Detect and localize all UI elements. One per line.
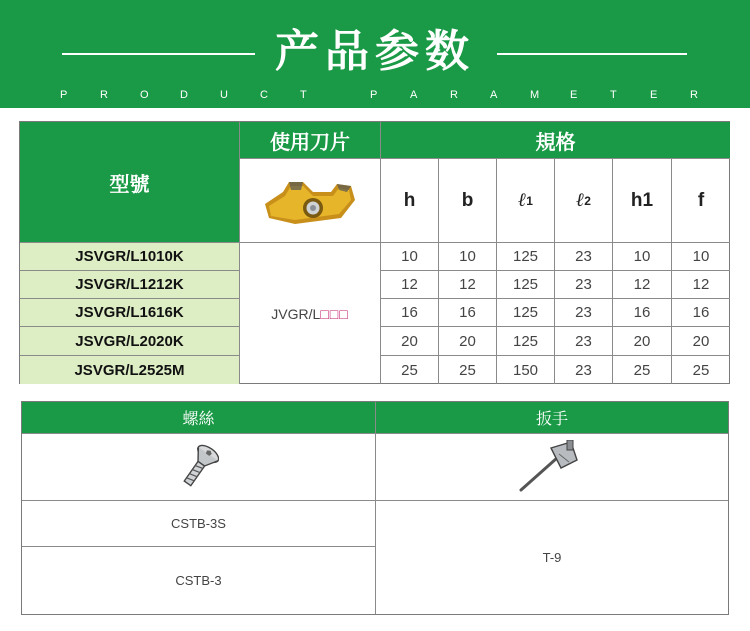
model-cell: JSVGR/L2525M [20,356,240,384]
subtitle-letter: U [220,89,228,101]
value-cell: 23 [555,271,613,299]
value-cell: 20 [381,327,439,356]
subtitle-letter: A [490,89,498,101]
model-cell: JSVGR/L2020K [20,327,240,356]
wrench-header: 扳手 [376,402,728,434]
value-cell: 25 [692,361,710,379]
model-header: 型號 [20,122,240,243]
wrench-model-cell: T-9 [542,550,562,565]
value-cell: 10 [381,243,439,271]
header-banner [0,0,750,108]
subtitle-letter: P [60,89,68,101]
value-cell: 23 [555,356,613,384]
page-title: 产品参数 [275,26,475,77]
value-cell: 23 [555,327,613,356]
subtitle-letter: T [300,89,307,101]
value-cell: 16 [613,299,672,327]
model-cell: JSVGR/L1010K [20,243,240,271]
col-header-h1: h1 [613,159,672,243]
insert-blade-icon [255,174,365,228]
blade-header: 使用刀片 [240,122,381,159]
accessories-table [21,401,729,615]
value-cell: 16 [381,299,439,327]
subtitle-letter: R [450,89,458,101]
subtitle-letter: M [530,89,540,101]
col-header-l1: ℓ 1 [497,159,555,243]
model-cell: JSVGR/L1616K [20,299,240,327]
value-cell: 20 [672,327,730,356]
subtitle-letter: E [570,89,578,101]
col-header-h: h [381,159,439,243]
value-cell: 125 [497,271,555,299]
value-cell: 16 [439,299,497,327]
value-cell: 125 [497,327,555,356]
screw-model-cell: CSTB-3S [22,501,376,547]
subtitle-letter: R [100,89,108,101]
value-cell: 25 [439,356,497,384]
value-cell: 12 [672,271,730,299]
col-header-b: b [439,159,497,243]
subtitle-letter: R [690,89,698,101]
subtitle-letter: P [370,89,378,101]
subtitle-letter: C [260,89,268,101]
value-cell: 12 [613,271,672,299]
screw-header: 螺絲 [22,402,376,434]
blade-image-cell [240,159,381,243]
value-cell: 23 [555,243,613,271]
banner-subtitle [48,89,708,105]
screw-image-cell [22,434,376,501]
subtitle-letter: T [610,89,617,101]
value-cell: 150 [497,356,555,384]
value-cell: 20 [439,327,497,356]
spec-table [19,121,730,384]
screw-model-cell: CSTB-3 [22,547,376,614]
spec-header: 規格 [381,122,730,159]
subtitle-letter: A [410,89,418,101]
banner-divider-right [497,53,687,55]
value-cell: 12 [439,271,497,299]
col-header-f: f [672,159,730,243]
value-cell: 16 [672,299,730,327]
wrench-image-cell [376,434,728,501]
blade-name-cell [240,243,381,384]
subtitle-letter: E [650,89,658,101]
model-cell: JSVGR/L1212K [20,271,240,299]
col-header-l2: ℓ 2 [555,159,613,243]
value-cell: 23 [555,299,613,327]
value-cell: 10 [439,243,497,271]
value-cell: 125 [497,243,555,271]
value-cell: 125 [497,299,555,327]
value-cell: 25 [381,356,439,384]
value-cell: 25 [613,356,672,384]
torx-screw-icon [179,443,219,491]
value-cell: 12 [381,271,439,299]
torx-wrench-icon [517,440,587,494]
value-cell: 20 [613,327,672,356]
subtitle-letter: D [180,89,188,101]
value-cell: 10 [613,243,672,271]
value-cell: 10 [672,243,730,271]
blade-name-placeholder: □□□ [320,305,349,322]
subtitle-letter: O [140,89,149,101]
blade-name: JVGR/L [271,305,321,322]
banner-divider-left [62,53,255,55]
